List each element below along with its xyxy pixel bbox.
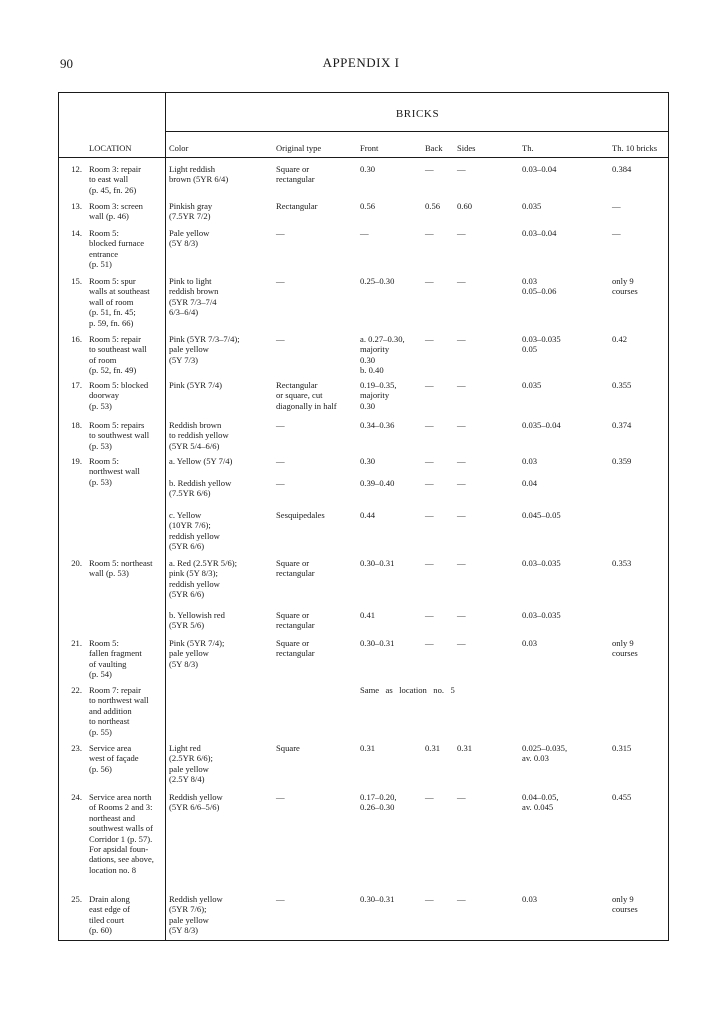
cell-sides: 0.31 <box>457 743 473 753</box>
cell-color: Reddish brown to reddish yellow (5YR 5/4–6/6) <box>169 420 229 451</box>
cell-sides: 0.60 <box>457 201 473 211</box>
cell-thickness: 0.025–0.035, av. 0.03 <box>522 743 568 764</box>
cell-sides: — <box>457 894 466 904</box>
cell-color: Pink (5YR 7/4); pale yellow (5Y 8/3) <box>169 638 225 669</box>
cell-back: — <box>425 610 434 620</box>
cell-location: Room 3: screen wall (p. 46) <box>89 201 143 222</box>
cell-color: Pink to light reddish brown (5YR 7/3–7/4 6/3–6/4) <box>169 276 219 318</box>
cell-thickness: 0.035 <box>522 380 542 390</box>
cell-thickness: 0.03 <box>522 456 538 466</box>
cell-color: Reddish yellow (5YR 6/6–5/6) <box>169 792 223 813</box>
cell-thickness-10-bricks: 0.455 <box>612 792 632 802</box>
cell-sides: — <box>457 610 466 620</box>
cell-thickness-10-bricks: only 9 courses <box>612 638 638 659</box>
cell-back: 0.56 <box>425 201 441 211</box>
cell-index: 13. <box>71 201 82 211</box>
cell-original-type: — <box>276 228 285 238</box>
cell-index: 15. <box>71 276 82 286</box>
cell-thickness-10-bricks: 0.353 <box>612 558 632 568</box>
cell-color: c. Yellow (10YR 7/6); reddish yellow (5YR 6/6) <box>169 510 220 552</box>
cell-sides: — <box>457 276 466 286</box>
cell-original-type: Square <box>276 743 300 753</box>
cell-sides: — <box>457 792 466 802</box>
header-thickness: Th. <box>522 143 534 153</box>
bricks-group-header: BRICKS <box>395 108 440 120</box>
cell-back: — <box>425 638 434 648</box>
page-heading: APPENDIX I <box>322 55 400 70</box>
cell-front: 0.30–0.31 <box>360 894 395 904</box>
cell-original-type: Square or rectangular <box>276 558 315 579</box>
cell-front: 0.30–0.31 <box>360 558 395 568</box>
cell-front: 0.19–0.35, majority 0.30 <box>360 380 397 411</box>
cell-index: 23. <box>71 743 82 753</box>
cell-location: Room 5: repairs to southwest wall (p. 53) <box>89 420 150 451</box>
cell-front: 0.30–0.31 <box>360 638 395 648</box>
cell-thickness: 0.035–0.04 <box>522 420 561 430</box>
cell-index: 14. <box>71 228 82 238</box>
cell-front: 0.30 <box>360 164 376 174</box>
page-number: 90 <box>60 56 73 71</box>
header-original-type: Original type <box>276 143 322 153</box>
cell-sides: — <box>457 638 466 648</box>
cell-color: a. Yellow (5Y 7/4) <box>169 456 233 466</box>
cell-sides: — <box>457 420 466 430</box>
cell-thickness-10-bricks: only 9 courses <box>612 276 638 297</box>
cell-back: — <box>425 228 434 238</box>
cell-front: 0.31 <box>360 743 376 753</box>
cell-sides: — <box>457 456 466 466</box>
cell-color: Reddish yellow (5YR 7/6); pale yellow (5Y 8/3) <box>169 894 223 936</box>
cell-thickness-10-bricks: 0.42 <box>612 334 628 344</box>
cell-back: — <box>425 558 434 568</box>
cell-location: Room 5: blocked furnace entrance (p. 51) <box>89 228 145 270</box>
cell-color: Pink (5YR 7/4) <box>169 380 222 390</box>
cell-original-type: Square or rectangular <box>276 638 315 659</box>
cell-original-type: — <box>276 478 285 488</box>
header-location: LOCATION <box>89 143 132 153</box>
cell-original-type: Sesquipedales <box>276 510 325 520</box>
cell-thickness: 0.03 <box>522 638 538 648</box>
cell-front: 0.44 <box>360 510 376 520</box>
cell-back: — <box>425 456 434 466</box>
cell-index: 19. <box>71 456 82 466</box>
cell-thickness-10-bricks: 0.359 <box>612 456 632 466</box>
cell-sides: — <box>457 478 466 488</box>
cell-sides: — <box>457 334 466 344</box>
cell-front: 0.17–0.20, 0.26–0.30 <box>360 792 397 813</box>
cell-location: Room 5: fallen fragment of vaulting (p. 54) <box>89 638 142 680</box>
cell-sides: — <box>457 164 466 174</box>
cell-index: 12. <box>71 164 82 174</box>
cell-location: Room 5: northwest wall (p. 53) <box>89 456 140 487</box>
cell-front: a. 0.27–0.30, majority 0.30 b. 0.40 <box>360 334 405 376</box>
cell-location: Room 7: repair to northwest wall and addition to northeast (p. 55) <box>89 685 149 737</box>
cell-color: Pink (5YR 7/3–7/4); pale yellow (5Y 7/3) <box>169 334 240 365</box>
cell-original-type: — <box>276 792 285 802</box>
header-thickness-10-bricks: Th. 10 bricks <box>612 143 658 153</box>
cell-front: 0.25–0.30 <box>360 276 395 286</box>
cell-thickness-10-bricks: 0.384 <box>612 164 632 174</box>
cell-location: Service area north of Rooms 2 and 3: northeast and southwest walls of Corridor 1 (p. 57). For apsidal foun- dations, see above, location no. 8 <box>89 792 154 875</box>
cell-location: Room 3: repair to east wall (p. 45, fn. 26) <box>89 164 142 195</box>
cell-original-type: — <box>276 420 285 430</box>
cell-color: Pale yellow (5Y 8/3) <box>169 228 210 249</box>
cell-original-type: — <box>276 276 285 286</box>
cell-thickness: 0.03–0.04 <box>522 228 557 238</box>
cell-index: 24. <box>71 792 82 802</box>
cell-location: Service area west of façade (p. 56) <box>89 743 139 774</box>
cell-front: — <box>360 228 369 238</box>
cell-front: 0.41 <box>360 610 376 620</box>
cell-thickness: 0.04–0.05, av. 0.045 <box>522 792 559 813</box>
cell-index: 17. <box>71 380 82 390</box>
cell-back: — <box>425 510 434 520</box>
cell-thickness: 0.04 <box>522 478 538 488</box>
cell-thickness: 0.03–0.04 <box>522 164 557 174</box>
cell-sides: — <box>457 558 466 568</box>
cell-front: 0.39–0.40 <box>360 478 395 488</box>
cell-front: 0.30 <box>360 456 376 466</box>
column-header-rule <box>58 157 669 158</box>
cell-location: Room 5: repair to southeast wall of room (p. 52, fn. 49) <box>89 334 147 376</box>
cell-original-type: Rectangular <box>276 201 318 211</box>
cell-color: Pinkish gray (7.5YR 7/2) <box>169 201 213 222</box>
cell-back: — <box>425 478 434 488</box>
cell-sides: — <box>457 510 466 520</box>
header-back: Back <box>425 143 443 153</box>
cell-sides: — <box>457 228 466 238</box>
cell-thickness: 0.03–0.035 <box>522 558 561 568</box>
cell-back: — <box>425 420 434 430</box>
cell-back: — <box>425 276 434 286</box>
header-sides: Sides <box>457 143 476 153</box>
cell-location: Room 5: northeast wall (p. 53) <box>89 558 153 579</box>
cell-thickness-10-bricks: only 9 courses <box>612 894 638 915</box>
cell-thickness: 0.045–0.05 <box>522 510 561 520</box>
cell-thickness-10-bricks: — <box>612 228 621 238</box>
cell-color: b. Yellowish red (5YR 5/6) <box>169 610 225 631</box>
cell-thickness: 0.03 <box>522 894 538 904</box>
cell-original-type: Square or rectangular <box>276 610 315 631</box>
cell-index: 20. <box>71 558 82 568</box>
cell-thickness-10-bricks: 0.374 <box>612 420 632 430</box>
cell-back: — <box>425 894 434 904</box>
cell-back: 0.31 <box>425 743 441 753</box>
cell-thickness-10-bricks: 0.315 <box>612 743 632 753</box>
cell-index: 16. <box>71 334 82 344</box>
cell-original-type: Rectangular or square, cut diagonally in half <box>276 380 337 411</box>
cell-color: Light red (2.5YR 6/6); pale yellow (2.5Y 8/4) <box>169 743 213 785</box>
cell-location: Room 5: blocked doorway (p. 53) <box>89 380 149 411</box>
header-color: Color <box>169 143 189 153</box>
cell-original-type: Square or rectangular <box>276 164 315 185</box>
cell-thickness: 0.03–0.035 0.05 <box>522 334 561 355</box>
cell-location: Room 5: spur walls at southeast wall of room (p. 51, fn. 45; p. 59, fn. 66) <box>89 276 150 328</box>
header-front: Front <box>360 143 379 153</box>
cell-color: Light reddish brown (5YR 6/4) <box>169 164 229 185</box>
cell-front: 0.34–0.36 <box>360 420 395 430</box>
cell-thickness: 0.03–0.035 <box>522 610 561 620</box>
cell-back: — <box>425 792 434 802</box>
cell-index: 21. <box>71 638 82 648</box>
cell-index: 25. <box>71 894 82 904</box>
cell-location: Drain along east edge of tiled court (p. 60) <box>89 894 131 936</box>
cell-index: 18. <box>71 420 82 430</box>
cell-front: 0.56 <box>360 201 376 211</box>
cell-thickness: 0.03 0.05–0.06 <box>522 276 557 297</box>
group-header-rule <box>166 131 669 132</box>
cell-original-type: — <box>276 894 285 904</box>
cell-front: Same as location no. 5 <box>360 685 455 695</box>
cell-color: a. Red (2.5YR 5/6); pink (5Y 8/3); reddish yellow (5YR 6/6) <box>169 558 238 600</box>
cell-original-type: — <box>276 334 285 344</box>
cell-index: 22. <box>71 685 82 695</box>
location-column-divider <box>165 92 166 941</box>
cell-color: b. Reddish yellow (7.5YR 6/6) <box>169 478 232 499</box>
cell-back: — <box>425 164 434 174</box>
cell-thickness: 0.035 <box>522 201 542 211</box>
cell-thickness-10-bricks: 0.355 <box>612 380 632 390</box>
cell-sides: — <box>457 380 466 390</box>
cell-back: — <box>425 334 434 344</box>
cell-thickness-10-bricks: — <box>612 201 621 211</box>
cell-original-type: — <box>276 456 285 466</box>
cell-back: — <box>425 380 434 390</box>
